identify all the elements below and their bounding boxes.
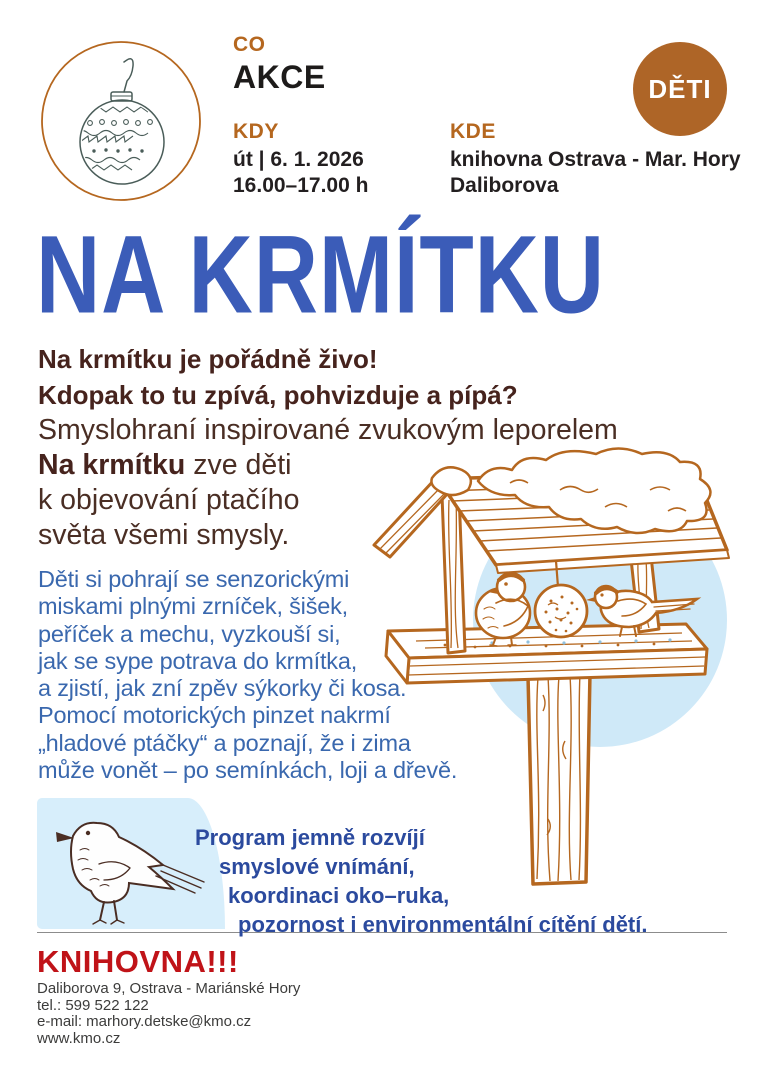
program-block xyxy=(195,823,647,939)
lead-line: Smyslohraní inspirované zvukovým leporelem xyxy=(38,414,618,446)
program-line: smyslové vnímání, xyxy=(219,854,415,879)
blackbird-icon xyxy=(44,806,216,928)
lead-line-rest: zve děti xyxy=(185,449,292,481)
when-block xyxy=(233,120,368,199)
contact-website: www.kmo.cz xyxy=(37,1029,121,1047)
description-line: „hladové ptáčky“ a poznají, že i zima xyxy=(38,729,411,756)
where-label: KDE xyxy=(450,120,496,143)
event-time: 16.00–17.00 h xyxy=(233,174,369,197)
lead-line: světa všemi smysly. xyxy=(38,519,290,551)
contact-phone: tel.: 599 522 122 xyxy=(37,996,149,1014)
contact-block xyxy=(37,981,300,1047)
page-title: NA KRMÍTKU xyxy=(36,213,605,337)
audience-badge: DĚTI xyxy=(633,42,727,136)
lead-line-bold: Na krmítku xyxy=(38,449,186,481)
contact-address: Daliborova 9, Ostrava - Mariánské Hory xyxy=(37,980,301,997)
venue-street: Daliborova xyxy=(450,174,559,197)
venue-name: knihovna Ostrava - Mar. Hory xyxy=(450,148,741,171)
description-line: Pomocí motorických pinzet nakrmí xyxy=(38,702,391,729)
description-block xyxy=(38,566,518,784)
description-line: jak se sype potrava do krmítka, xyxy=(38,647,358,674)
description-line: a zjistí, jak zní zpěv sýkorky či kosa. xyxy=(38,675,407,702)
christmas-ornament-icon xyxy=(38,38,204,204)
what-label: CO xyxy=(233,33,266,56)
program-line: koordinaci oko–ruka, xyxy=(228,883,450,908)
event-type: AKCE xyxy=(233,59,326,95)
contact-email: e-mail: marhory.detske@kmo.cz xyxy=(37,1013,252,1031)
when-label: KDY xyxy=(233,120,279,143)
what-block xyxy=(233,33,326,96)
program-line: pozornost i environmentální cítění dětí. xyxy=(238,912,648,937)
description-line: peříček a mechu, vyzkouší si, xyxy=(38,620,341,647)
lead-line: Na krmítku je pořádně živo! xyxy=(38,344,378,374)
lead-line: Kdopak to tu zpívá, pohvizduje a pípá? xyxy=(38,380,518,410)
description-line: může vonět – po semínkách, loji a dřevě. xyxy=(38,757,458,784)
lead-line: k objevování ptačího xyxy=(38,484,300,516)
description-line: miskami plnými zrníček, šišek, xyxy=(38,593,348,620)
library-brand: KNIHOVNA!!! xyxy=(37,944,239,979)
event-date: út | 6. 1. 2026 xyxy=(233,148,364,171)
description-line: Děti si pohrají se senzorickými xyxy=(38,566,350,592)
program-line: Program jemně rozvíjí xyxy=(195,825,425,850)
